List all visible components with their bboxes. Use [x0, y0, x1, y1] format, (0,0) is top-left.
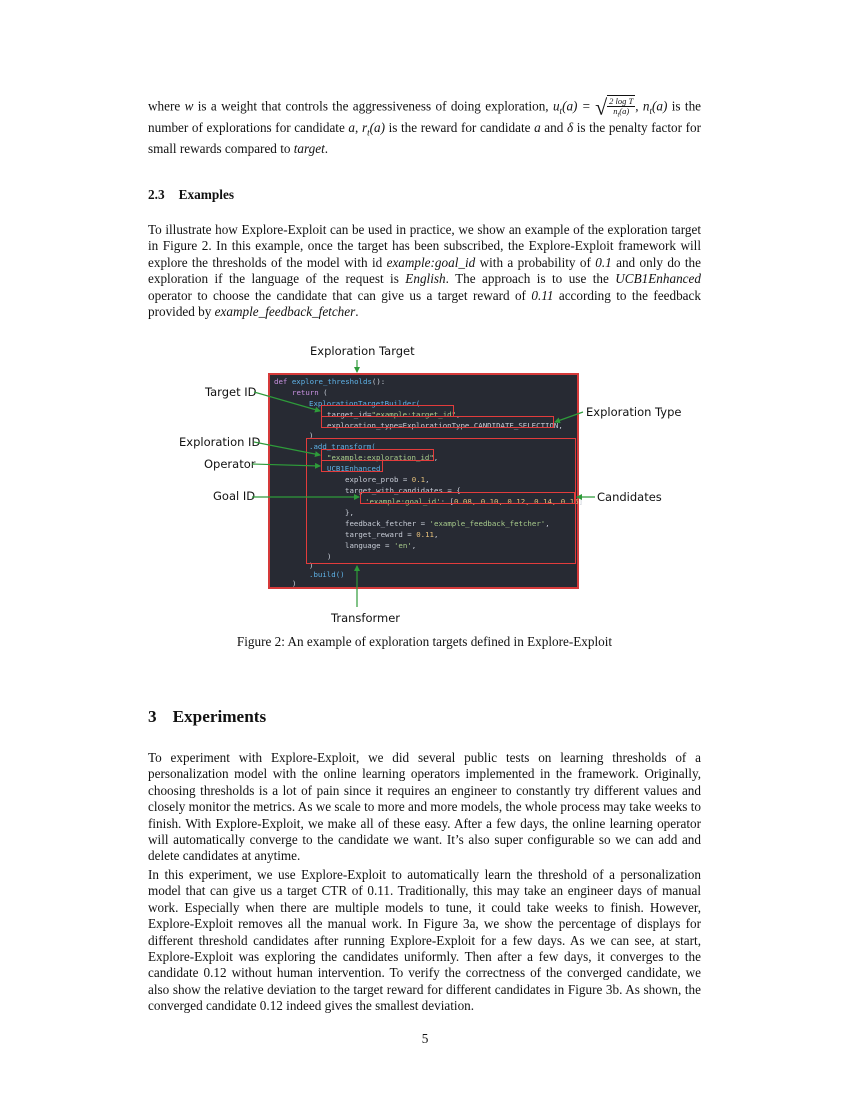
- para-italic: 0.1: [595, 254, 612, 270]
- para-italic: English: [405, 271, 446, 287]
- code-text: ,: [545, 519, 550, 528]
- code-text: target_id=: [327, 410, 372, 419]
- code-string: "example:exploration_id": [327, 453, 434, 462]
- code-line: ): [292, 579, 297, 588]
- para-italic: example:goal_id: [386, 254, 476, 270]
- label-target-id: Target ID: [205, 385, 257, 399]
- a-variable: a: [534, 119, 541, 135]
- code-text: ,: [434, 530, 439, 539]
- para-italic: UCB1Enhanced: [615, 271, 701, 287]
- experiments-paragraph-1: [148, 750, 701, 865]
- u-argument: (a) =: [562, 98, 596, 114]
- sqrt-expression: √ $\frac{\text{2 log T}}{n_t(a)}$: [595, 94, 634, 120]
- code-string: "example:target_id": [371, 410, 457, 419]
- code-text: feedback_fetcher =: [345, 519, 430, 528]
- section-heading: [148, 707, 266, 727]
- code-text: ,: [425, 475, 430, 484]
- figure-caption: Figure 2: An example of exploration targets defined in Explore-Exploit: [236, 634, 613, 649]
- para-text: and only do the exploration if the language of the request is: [148, 254, 701, 287]
- target-variable: target: [293, 140, 325, 156]
- code-keyword: def: [274, 377, 292, 386]
- code-string: 'example:goal_id': [365, 497, 441, 506]
- code-number: 0.08, 0.10, 0.12, 0.14, 0.16: [454, 497, 579, 506]
- intro-text: ,: [355, 119, 362, 135]
- code-line: ExplorationTargetBuilder(: [309, 399, 421, 408]
- n-argument: (a): [652, 98, 668, 114]
- code-text: language =: [345, 541, 394, 550]
- r-function: r: [361, 119, 368, 135]
- code-text: : [: [440, 497, 455, 506]
- label-exploration-id: Exploration ID: [179, 435, 261, 449]
- intro-text: and: [540, 119, 567, 135]
- code-string: 'example_feedback_fetcher': [429, 519, 546, 528]
- label-transformer: Transformer: [331, 611, 401, 625]
- r-subscript: t: [367, 127, 370, 138]
- fraction-denominator: n: [613, 106, 618, 116]
- section-title: Experiments: [172, 707, 267, 726]
- label-exploration-type: Exploration Type: [586, 405, 682, 419]
- u-function: u: [552, 98, 560, 114]
- fraction-denominator-subscript: t: [617, 111, 620, 119]
- fraction-denominator-argument: (a): [619, 106, 630, 116]
- label-candidates: Candidates: [597, 490, 662, 504]
- fraction-numerator: 2 log T: [609, 96, 634, 106]
- para-italic: example_feedback_fetcher: [214, 304, 356, 320]
- code-line: },: [345, 508, 354, 517]
- experiments-paragraph-2: [148, 867, 701, 1015]
- code-keyword: return: [292, 388, 319, 397]
- intro-text: is the number of explorations for candidate: [148, 98, 702, 135]
- code-line: UCB1Enhanced: [327, 464, 381, 473]
- code-line: ): [327, 552, 332, 561]
- intro-text: ,: [635, 98, 643, 114]
- arrow-exploration-id: [254, 442, 320, 455]
- code-text: ,: [433, 453, 439, 462]
- subsection-title: Examples: [178, 187, 235, 202]
- code-text: explore_prob =: [345, 475, 412, 484]
- para-text: according to the feedback provided by: [148, 287, 701, 320]
- r-argument: (a): [369, 119, 385, 135]
- page-number: 5: [421, 1031, 429, 1046]
- label-exploration-target: Exploration Target: [310, 344, 415, 358]
- intro-text: is the reward for candidate: [384, 119, 535, 135]
- code-text: ,: [456, 410, 461, 419]
- intro-text: is a weight that controls the aggressiveness of doing exploration,: [193, 98, 553, 114]
- arrow-target-id: [254, 392, 320, 411]
- code-line: ): [309, 431, 314, 440]
- code-string: 'en': [393, 541, 412, 550]
- code-number: 0.1: [411, 475, 426, 484]
- section-number: 3: [148, 707, 157, 726]
- paragraph-text: In this experiment, we use Explore-Exploit to automatically learn the threshold of a personalization model that can give us a target CTR of 0.11. Traditionally, this may take an engineer days of manual work. Especially when there are multiple models to tune, it could take weeks to finish. However, Explore-Exploit removes all the manual work. In Figure 3a, we show the percentage of displays for different threshold candidates after running Explore-Exploit for a few days. As we can see, at start, Explore-Exploit was exploring the candidates uniformly. Then after a few days, it converges to the candidate 0.12 without human intervention. To verify the correctness of the converged candidate, we also show the relative deviation to the target reward for different candidates in Figure 3b. As shown, the converged candidate 0.12 indeed gives the smallest deviation.: [148, 867, 701, 1014]
- para-text: .: [355, 304, 359, 320]
- intro-text: where: [148, 98, 185, 114]
- code-line: exploration_type=ExplorationType.CANDIDATE_SELECTION,: [327, 421, 563, 430]
- code-text: target_reward =: [345, 530, 417, 539]
- intro-text: .: [324, 140, 329, 156]
- arrow-operator: [252, 464, 320, 466]
- para-text: To illustrate how Explore-Exploit can be used in practice, we show an example of the exploration target in Figure 2. In this example, once the target has been subscribed, the Explore-Exploit framework will explore the thresholds of the model with id: [148, 222, 701, 270]
- code-text: ,: [411, 541, 417, 550]
- code-text: (: [318, 388, 328, 397]
- code-line: target_with_candidates = {: [345, 486, 461, 495]
- n-subscript: t: [649, 106, 652, 117]
- n-function: n: [642, 98, 650, 114]
- subsection-number: 2.3: [148, 187, 165, 202]
- code-number: 0.11: [416, 530, 435, 539]
- para-italic: 0.11: [531, 287, 554, 303]
- w-variable: w: [184, 98, 194, 114]
- intro-text: is the penalty factor for small rewards compared to: [148, 119, 702, 156]
- code-text: ():: [371, 377, 386, 386]
- para-text: with a probability of: [475, 254, 596, 270]
- a-variable: a: [348, 119, 356, 135]
- code-line: .add_transform(: [309, 442, 376, 451]
- para-text: operator to choose the candidate that can give us a target reward of: [148, 287, 532, 303]
- arrow-exploration-type: [555, 412, 583, 422]
- code-line: ): [309, 561, 314, 570]
- delta-variable: δ: [566, 119, 574, 135]
- para-text: . The approach is to use the: [445, 271, 616, 287]
- code-line: .build(): [309, 570, 345, 579]
- code-function: explore_thresholds: [291, 377, 372, 386]
- label-operator: Operator: [204, 457, 256, 471]
- code-text: ]: [578, 497, 584, 506]
- label-goal-id: Goal ID: [213, 489, 256, 503]
- u-subscript: t: [559, 106, 563, 117]
- paragraph-text: To experiment with Explore-Exploit, we did several public tests on learning thresholds of a personalization model with the online learning operators implemented in the framework. Originally, choosing thresholds is a lot of pain since it requires an engineer to constantly try different values and closely monitor the metrics. As we scale to more and more models, the whole process may take weeks to finish. With Explore-Exploit, we make all of these easy. After a few days, the online learning operator will automatically converge to the candidate we want. It’s also super configurable so we can add and delete candidates at anytime.: [148, 750, 701, 864]
